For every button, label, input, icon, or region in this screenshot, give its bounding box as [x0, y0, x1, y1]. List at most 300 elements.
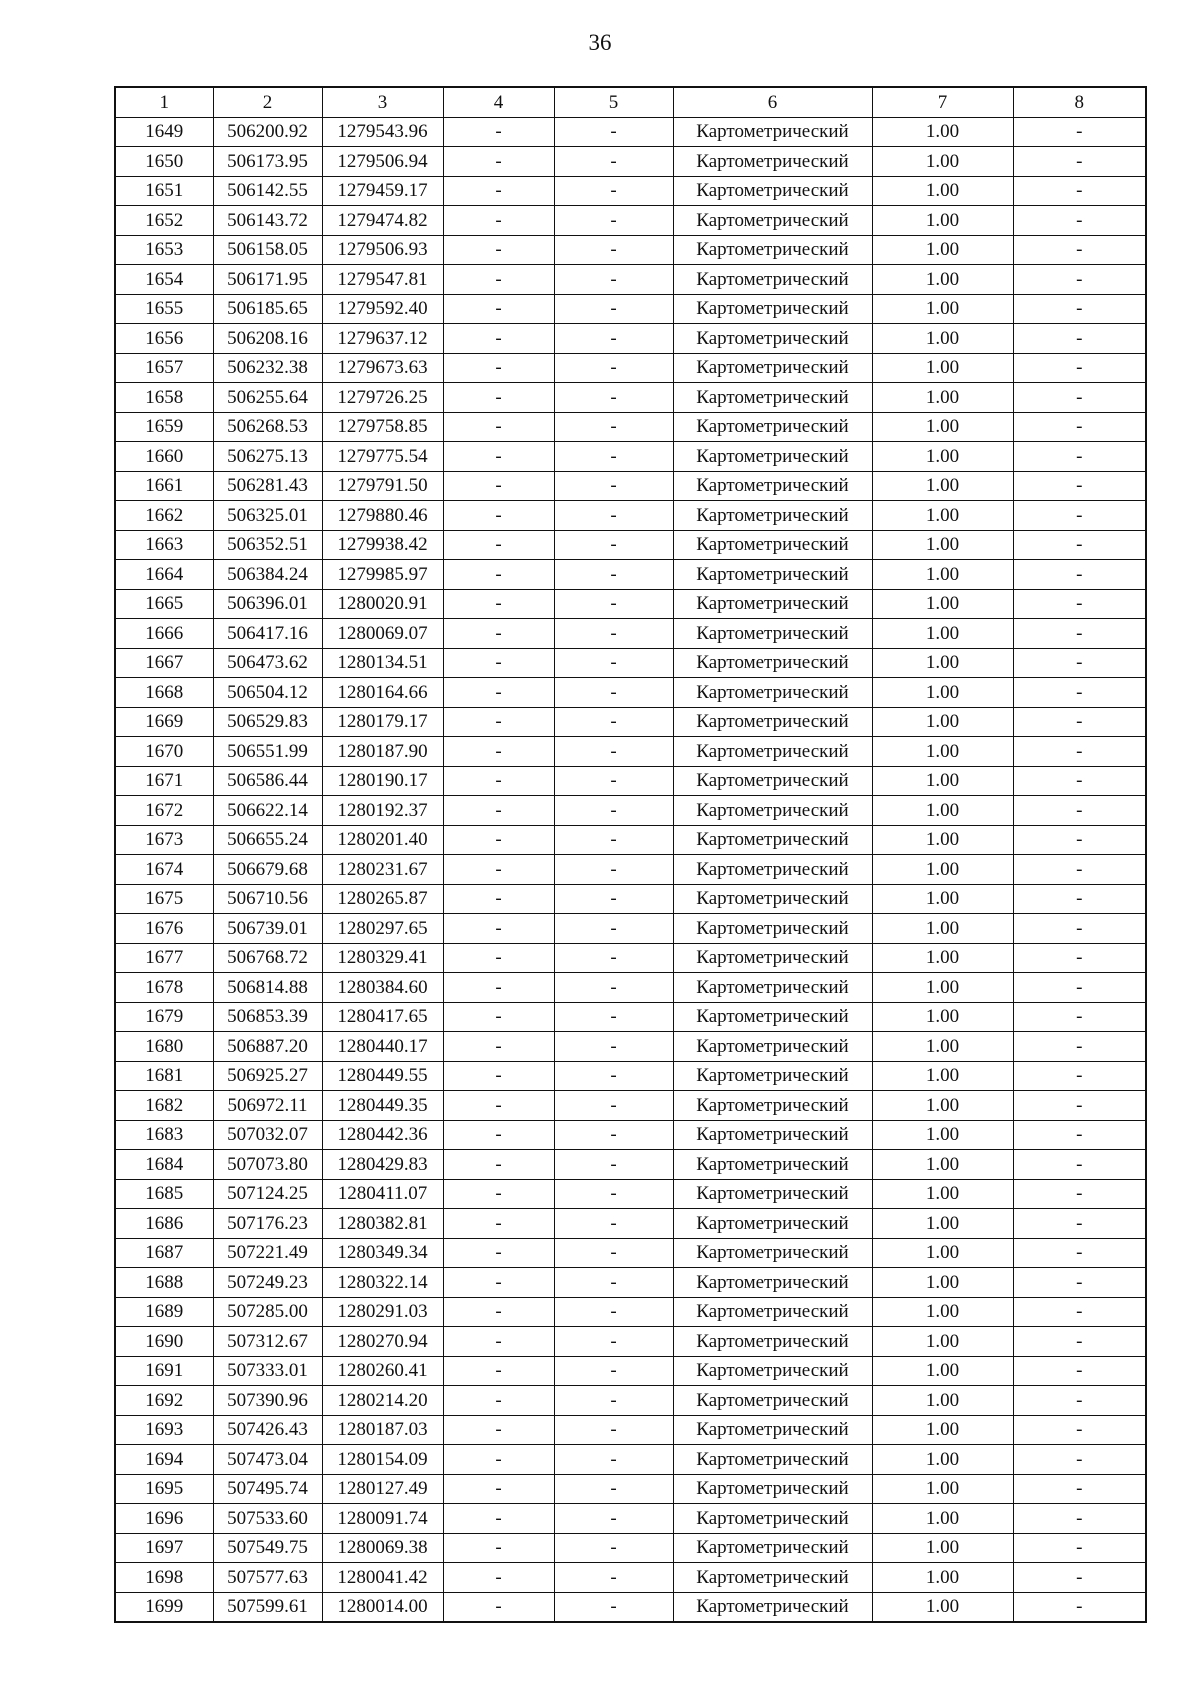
method-cell: Картометрический — [673, 884, 872, 914]
table-header-row — [115, 87, 1146, 117]
y-coordinate-cell: 1280411.07 — [322, 1179, 443, 1209]
col8-cell: - — [1013, 1238, 1146, 1268]
y-coordinate-cell: 1279459.17 — [322, 176, 443, 206]
y-coordinate-cell: 1280214.20 — [322, 1386, 443, 1416]
col5-cell: - — [554, 412, 673, 442]
col8-cell: - — [1013, 1533, 1146, 1563]
point-number-cell: 1698 — [115, 1563, 213, 1593]
method-cell: Картометрический — [673, 1356, 872, 1386]
col4-cell: - — [443, 442, 554, 472]
accuracy-cell: 1.00 — [872, 294, 1013, 324]
accuracy-cell: 1.00 — [872, 589, 1013, 619]
col8-cell: - — [1013, 117, 1146, 147]
col5-cell: - — [554, 1209, 673, 1239]
table-row — [115, 1504, 1146, 1534]
point-number-cell: 1671 — [115, 766, 213, 796]
accuracy-cell: 1.00 — [872, 1032, 1013, 1062]
col4-cell: - — [443, 1327, 554, 1357]
method-cell: Картометрический — [673, 1061, 872, 1091]
col5-cell: - — [554, 884, 673, 914]
accuracy-cell: 1.00 — [872, 1504, 1013, 1534]
point-number-cell: 1687 — [115, 1238, 213, 1268]
accuracy-cell: 1.00 — [872, 353, 1013, 383]
x-coordinate-cell: 506255.64 — [213, 383, 322, 413]
accuracy-cell: 1.00 — [872, 530, 1013, 560]
col8-cell: - — [1013, 471, 1146, 501]
col4-cell: - — [443, 1032, 554, 1062]
table-row — [115, 176, 1146, 206]
x-coordinate-cell: 506853.39 — [213, 1002, 322, 1032]
point-number-cell: 1675 — [115, 884, 213, 914]
y-coordinate-cell: 1279880.46 — [322, 501, 443, 531]
y-coordinate-cell: 1279775.54 — [322, 442, 443, 472]
point-number-cell: 1691 — [115, 1356, 213, 1386]
point-number-cell: 1652 — [115, 206, 213, 236]
col5-cell: - — [554, 973, 673, 1003]
col8-cell: - — [1013, 766, 1146, 796]
table-row — [115, 560, 1146, 590]
accuracy-cell: 1.00 — [872, 235, 1013, 265]
col5-cell: - — [554, 1179, 673, 1209]
point-number-cell: 1686 — [115, 1209, 213, 1239]
point-number-cell: 1669 — [115, 707, 213, 737]
x-coordinate-cell: 506768.72 — [213, 943, 322, 973]
method-cell: Картометрический — [673, 1533, 872, 1563]
x-coordinate-cell: 507032.07 — [213, 1120, 322, 1150]
col8-cell: - — [1013, 1268, 1146, 1298]
col8-cell: - — [1013, 1386, 1146, 1416]
table-row — [115, 737, 1146, 767]
method-cell: Картометрический — [673, 294, 872, 324]
y-coordinate-cell: 1280091.74 — [322, 1504, 443, 1534]
y-coordinate-cell: 1279506.93 — [322, 235, 443, 265]
col5-cell: - — [554, 501, 673, 531]
col8-cell: - — [1013, 1356, 1146, 1386]
col5-cell: - — [554, 1592, 673, 1622]
accuracy-cell: 1.00 — [872, 1297, 1013, 1327]
table-row — [115, 1209, 1146, 1239]
method-cell: Картометрический — [673, 619, 872, 649]
x-coordinate-cell: 507390.96 — [213, 1386, 322, 1416]
col8-cell: - — [1013, 589, 1146, 619]
point-number-cell: 1656 — [115, 324, 213, 354]
point-number-cell: 1659 — [115, 412, 213, 442]
col4-cell: - — [443, 825, 554, 855]
x-coordinate-cell: 507333.01 — [213, 1356, 322, 1386]
method-cell: Картометрический — [673, 471, 872, 501]
x-coordinate-cell: 506232.38 — [213, 353, 322, 383]
point-number-cell: 1680 — [115, 1032, 213, 1062]
y-coordinate-cell: 1280265.87 — [322, 884, 443, 914]
x-coordinate-cell: 506473.62 — [213, 648, 322, 678]
table-row — [115, 471, 1146, 501]
x-coordinate-cell: 506551.99 — [213, 737, 322, 767]
y-coordinate-cell: 1280449.35 — [322, 1091, 443, 1121]
col4-cell: - — [443, 648, 554, 678]
col4-cell: - — [443, 1209, 554, 1239]
table-body — [115, 117, 1146, 1622]
col5-cell: - — [554, 265, 673, 295]
y-coordinate-cell: 1280041.42 — [322, 1563, 443, 1593]
x-coordinate-cell: 507426.43 — [213, 1415, 322, 1445]
table-row — [115, 147, 1146, 177]
point-number-cell: 1678 — [115, 973, 213, 1003]
point-number-cell: 1693 — [115, 1415, 213, 1445]
col5-cell: - — [554, 1533, 673, 1563]
col4-cell: - — [443, 471, 554, 501]
point-number-cell: 1682 — [115, 1091, 213, 1121]
col4-cell: - — [443, 1415, 554, 1445]
accuracy-cell: 1.00 — [872, 1563, 1013, 1593]
column-header: 5 — [554, 87, 673, 117]
col5-cell: - — [554, 796, 673, 826]
col8-cell: - — [1013, 1563, 1146, 1593]
col4-cell: - — [443, 1179, 554, 1209]
accuracy-cell: 1.00 — [872, 619, 1013, 649]
method-cell: Картометрический — [673, 206, 872, 236]
col8-cell: - — [1013, 206, 1146, 236]
col5-cell: - — [554, 648, 673, 678]
point-number-cell: 1695 — [115, 1474, 213, 1504]
column-header: 6 — [673, 87, 872, 117]
table-row — [115, 1415, 1146, 1445]
table-row — [115, 943, 1146, 973]
point-number-cell: 1677 — [115, 943, 213, 973]
method-cell: Картометрический — [673, 1445, 872, 1475]
x-coordinate-cell: 506173.95 — [213, 147, 322, 177]
y-coordinate-cell: 1280382.81 — [322, 1209, 443, 1239]
col5-cell: - — [554, 1091, 673, 1121]
col4-cell: - — [443, 1356, 554, 1386]
col8-cell: - — [1013, 825, 1146, 855]
accuracy-cell: 1.00 — [872, 1150, 1013, 1180]
x-coordinate-cell: 507249.23 — [213, 1268, 322, 1298]
col4-cell: - — [443, 1150, 554, 1180]
table-row — [115, 884, 1146, 914]
column-header: 2 — [213, 87, 322, 117]
method-cell: Картометрический — [673, 530, 872, 560]
point-number-cell: 1651 — [115, 176, 213, 206]
col8-cell: - — [1013, 1120, 1146, 1150]
col8-cell: - — [1013, 943, 1146, 973]
x-coordinate-cell: 506814.88 — [213, 973, 322, 1003]
accuracy-cell: 1.00 — [872, 1061, 1013, 1091]
col4-cell: - — [443, 766, 554, 796]
col4-cell: - — [443, 265, 554, 295]
y-coordinate-cell: 1279506.94 — [322, 147, 443, 177]
y-coordinate-cell: 1279985.97 — [322, 560, 443, 590]
column-header: 4 — [443, 87, 554, 117]
accuracy-cell: 1.00 — [872, 1386, 1013, 1416]
col4-cell: - — [443, 294, 554, 324]
col5-cell: - — [554, 530, 673, 560]
x-coordinate-cell: 507549.75 — [213, 1533, 322, 1563]
col8-cell: - — [1013, 265, 1146, 295]
y-coordinate-cell: 1280127.49 — [322, 1474, 443, 1504]
accuracy-cell: 1.00 — [872, 1209, 1013, 1239]
col4-cell: - — [443, 973, 554, 1003]
y-coordinate-cell: 1280187.90 — [322, 737, 443, 767]
col5-cell: - — [554, 206, 673, 236]
y-coordinate-cell: 1279474.82 — [322, 206, 443, 236]
col8-cell: - — [1013, 914, 1146, 944]
accuracy-cell: 1.00 — [872, 1415, 1013, 1445]
point-number-cell: 1654 — [115, 265, 213, 295]
table-row — [115, 1238, 1146, 1268]
method-cell: Картометрический — [673, 412, 872, 442]
col5-cell: - — [554, 471, 673, 501]
x-coordinate-cell: 506529.83 — [213, 707, 322, 737]
col5-cell: - — [554, 1061, 673, 1091]
point-number-cell: 1692 — [115, 1386, 213, 1416]
y-coordinate-cell: 1279592.40 — [322, 294, 443, 324]
method-cell: Картометрический — [673, 1504, 872, 1534]
point-number-cell: 1661 — [115, 471, 213, 501]
accuracy-cell: 1.00 — [872, 1002, 1013, 1032]
col8-cell: - — [1013, 1415, 1146, 1445]
y-coordinate-cell: 1280069.07 — [322, 619, 443, 649]
y-coordinate-cell: 1280297.65 — [322, 914, 443, 944]
col5-cell: - — [554, 589, 673, 619]
method-cell: Картометрический — [673, 1209, 872, 1239]
method-cell: Картометрический — [673, 678, 872, 708]
accuracy-cell: 1.00 — [872, 914, 1013, 944]
y-coordinate-cell: 1280154.09 — [322, 1445, 443, 1475]
col4-cell: - — [443, 1474, 554, 1504]
col8-cell: - — [1013, 1445, 1146, 1475]
col5-cell: - — [554, 766, 673, 796]
x-coordinate-cell: 507285.00 — [213, 1297, 322, 1327]
coordinates-table — [114, 86, 1147, 1623]
x-coordinate-cell: 507577.63 — [213, 1563, 322, 1593]
table-row — [115, 1386, 1146, 1416]
point-number-cell: 1697 — [115, 1533, 213, 1563]
point-number-cell: 1666 — [115, 619, 213, 649]
col5-cell: - — [554, 560, 673, 590]
point-number-cell: 1670 — [115, 737, 213, 767]
method-cell: Картометрический — [673, 1563, 872, 1593]
accuracy-cell: 1.00 — [872, 973, 1013, 1003]
col4-cell: - — [443, 943, 554, 973]
y-coordinate-cell: 1280329.41 — [322, 943, 443, 973]
column-header: 8 — [1013, 87, 1146, 117]
y-coordinate-cell: 1280020.91 — [322, 589, 443, 619]
x-coordinate-cell: 507073.80 — [213, 1150, 322, 1180]
table-row — [115, 1474, 1146, 1504]
table-row — [115, 796, 1146, 826]
col4-cell: - — [443, 1386, 554, 1416]
col4-cell: - — [443, 1002, 554, 1032]
table-row — [115, 265, 1146, 295]
col4-cell: - — [443, 235, 554, 265]
col8-cell: - — [1013, 442, 1146, 472]
x-coordinate-cell: 506887.20 — [213, 1032, 322, 1062]
col5-cell: - — [554, 1563, 673, 1593]
col5-cell: - — [554, 825, 673, 855]
table-row — [115, 235, 1146, 265]
y-coordinate-cell: 1280231.67 — [322, 855, 443, 885]
col5-cell: - — [554, 1238, 673, 1268]
method-cell: Картометрический — [673, 147, 872, 177]
y-coordinate-cell: 1280449.55 — [322, 1061, 443, 1091]
table-row — [115, 1150, 1146, 1180]
table-row — [115, 973, 1146, 1003]
method-cell: Картометрический — [673, 1474, 872, 1504]
x-coordinate-cell: 506710.56 — [213, 884, 322, 914]
accuracy-cell: 1.00 — [872, 117, 1013, 147]
col8-cell: - — [1013, 619, 1146, 649]
y-coordinate-cell: 1280069.38 — [322, 1533, 443, 1563]
y-coordinate-cell: 1280270.94 — [322, 1327, 443, 1357]
table-row — [115, 1563, 1146, 1593]
accuracy-cell: 1.00 — [872, 648, 1013, 678]
col4-cell: - — [443, 117, 554, 147]
accuracy-cell: 1.00 — [872, 1179, 1013, 1209]
col8-cell: - — [1013, 1327, 1146, 1357]
method-cell: Картометрический — [673, 973, 872, 1003]
x-coordinate-cell: 506504.12 — [213, 678, 322, 708]
col8-cell: - — [1013, 884, 1146, 914]
x-coordinate-cell: 506739.01 — [213, 914, 322, 944]
point-number-cell: 1679 — [115, 1002, 213, 1032]
col8-cell: - — [1013, 1474, 1146, 1504]
accuracy-cell: 1.00 — [872, 1327, 1013, 1357]
col4-cell: - — [443, 1533, 554, 1563]
x-coordinate-cell: 506325.01 — [213, 501, 322, 531]
col5-cell: - — [554, 678, 673, 708]
table-row — [115, 1445, 1146, 1475]
point-number-cell: 1676 — [115, 914, 213, 944]
x-coordinate-cell: 506622.14 — [213, 796, 322, 826]
column-header: 3 — [322, 87, 443, 117]
method-cell: Картометрический — [673, 353, 872, 383]
accuracy-cell: 1.00 — [872, 1238, 1013, 1268]
point-number-cell: 1650 — [115, 147, 213, 177]
col4-cell: - — [443, 678, 554, 708]
accuracy-cell: 1.00 — [872, 1445, 1013, 1475]
col5-cell: - — [554, 1356, 673, 1386]
accuracy-cell: 1.00 — [872, 1091, 1013, 1121]
method-cell: Картометрический — [673, 914, 872, 944]
table-row — [115, 353, 1146, 383]
col5-cell: - — [554, 1268, 673, 1298]
method-cell: Картометрический — [673, 235, 872, 265]
method-cell: Картометрический — [673, 117, 872, 147]
method-cell: Картометрический — [673, 737, 872, 767]
x-coordinate-cell: 506384.24 — [213, 560, 322, 590]
table-row — [115, 1297, 1146, 1327]
x-coordinate-cell: 506352.51 — [213, 530, 322, 560]
col4-cell: - — [443, 176, 554, 206]
col5-cell: - — [554, 1474, 673, 1504]
y-coordinate-cell: 1279791.50 — [322, 471, 443, 501]
accuracy-cell: 1.00 — [872, 678, 1013, 708]
x-coordinate-cell: 506972.11 — [213, 1091, 322, 1121]
x-coordinate-cell: 506200.92 — [213, 117, 322, 147]
col4-cell: - — [443, 796, 554, 826]
accuracy-cell: 1.00 — [872, 265, 1013, 295]
col8-cell: - — [1013, 560, 1146, 590]
y-coordinate-cell: 1280014.00 — [322, 1592, 443, 1622]
col8-cell: - — [1013, 383, 1146, 413]
method-cell: Картометрический — [673, 1386, 872, 1416]
point-number-cell: 1668 — [115, 678, 213, 708]
x-coordinate-cell: 507312.67 — [213, 1327, 322, 1357]
table-row — [115, 766, 1146, 796]
col5-cell: - — [554, 1415, 673, 1445]
method-cell: Картометрический — [673, 1002, 872, 1032]
x-coordinate-cell: 506586.44 — [213, 766, 322, 796]
col8-cell: - — [1013, 1592, 1146, 1622]
table-row — [115, 412, 1146, 442]
x-coordinate-cell: 507221.49 — [213, 1238, 322, 1268]
col8-cell: - — [1013, 737, 1146, 767]
method-cell: Картометрический — [673, 1179, 872, 1209]
col4-cell: - — [443, 1297, 554, 1327]
col5-cell: - — [554, 235, 673, 265]
col4-cell: - — [443, 619, 554, 649]
method-cell: Картометрический — [673, 176, 872, 206]
y-coordinate-cell: 1280134.51 — [322, 648, 443, 678]
point-number-cell: 1660 — [115, 442, 213, 472]
col5-cell: - — [554, 1150, 673, 1180]
col8-cell: - — [1013, 796, 1146, 826]
col5-cell: - — [554, 383, 673, 413]
point-number-cell: 1664 — [115, 560, 213, 590]
y-coordinate-cell: 1280349.34 — [322, 1238, 443, 1268]
method-cell: Картометрический — [673, 825, 872, 855]
accuracy-cell: 1.00 — [872, 707, 1013, 737]
col4-cell: - — [443, 383, 554, 413]
col4-cell: - — [443, 1268, 554, 1298]
accuracy-cell: 1.00 — [872, 1356, 1013, 1386]
accuracy-cell: 1.00 — [872, 1474, 1013, 1504]
col8-cell: - — [1013, 294, 1146, 324]
table-row — [115, 1533, 1146, 1563]
method-cell: Картометрический — [673, 1415, 872, 1445]
x-coordinate-cell: 507495.74 — [213, 1474, 322, 1504]
col5-cell: - — [554, 1504, 673, 1534]
col8-cell: - — [1013, 530, 1146, 560]
y-coordinate-cell: 1279547.81 — [322, 265, 443, 295]
col8-cell: - — [1013, 501, 1146, 531]
point-number-cell: 1653 — [115, 235, 213, 265]
point-number-cell: 1649 — [115, 117, 213, 147]
point-number-cell: 1663 — [115, 530, 213, 560]
y-coordinate-cell: 1280179.17 — [322, 707, 443, 737]
x-coordinate-cell: 506171.95 — [213, 265, 322, 295]
col8-cell: - — [1013, 648, 1146, 678]
table-row — [115, 825, 1146, 855]
col4-cell: - — [443, 914, 554, 944]
col8-cell: - — [1013, 353, 1146, 383]
accuracy-cell: 1.00 — [872, 501, 1013, 531]
method-cell: Картометрический — [673, 1297, 872, 1327]
table-row — [115, 501, 1146, 531]
col4-cell: - — [443, 1061, 554, 1091]
col4-cell: - — [443, 324, 554, 354]
col5-cell: - — [554, 855, 673, 885]
method-cell: Картометрический — [673, 1327, 872, 1357]
table-row — [115, 530, 1146, 560]
point-number-cell: 1674 — [115, 855, 213, 885]
table-row — [115, 914, 1146, 944]
point-number-cell: 1685 — [115, 1179, 213, 1209]
point-number-cell: 1690 — [115, 1327, 213, 1357]
accuracy-cell: 1.00 — [872, 412, 1013, 442]
y-coordinate-cell: 1279938.42 — [322, 530, 443, 560]
col4-cell: - — [443, 1504, 554, 1534]
